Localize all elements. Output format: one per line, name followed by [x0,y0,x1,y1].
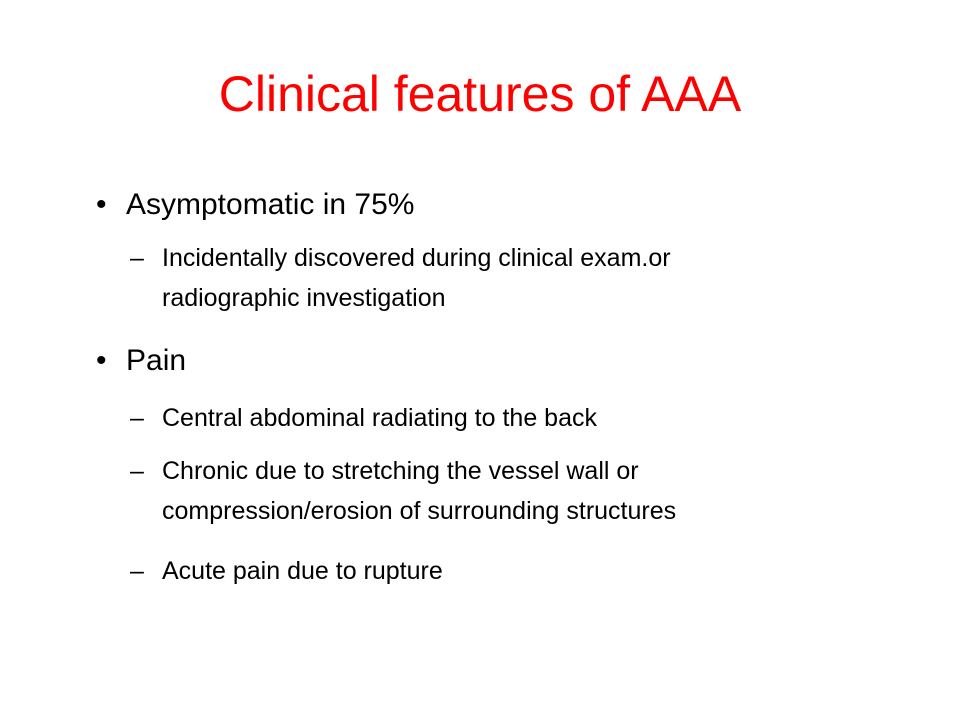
sub-item-text-line1: Incidentally discovered during clinical exam.or [162,244,671,272]
dash-icon: – [130,244,144,272]
sub-item-text-line2: radiographic investigation [162,284,446,312]
sub-item-text-line1: Central abdominal radiating to the back [162,404,597,432]
dash-icon: – [130,404,144,432]
dash-icon: – [130,457,144,485]
sub-item-text-line2: compression/erosion of surrounding structures [162,497,677,525]
bullet-text: Pain [126,344,187,377]
bullet-icon: • [96,188,107,221]
bullet-text: Asymptomatic in 75% [126,188,415,221]
dash-icon: – [130,557,144,585]
sub-item-text-line1: Chronic due to stretching the vessel wall or [162,457,639,485]
slide-title: Clinical features of AAA [218,66,742,122]
bullet-icon: • [96,344,107,377]
sub-item-text-line1: Acute pain due to rupture [162,557,443,585]
